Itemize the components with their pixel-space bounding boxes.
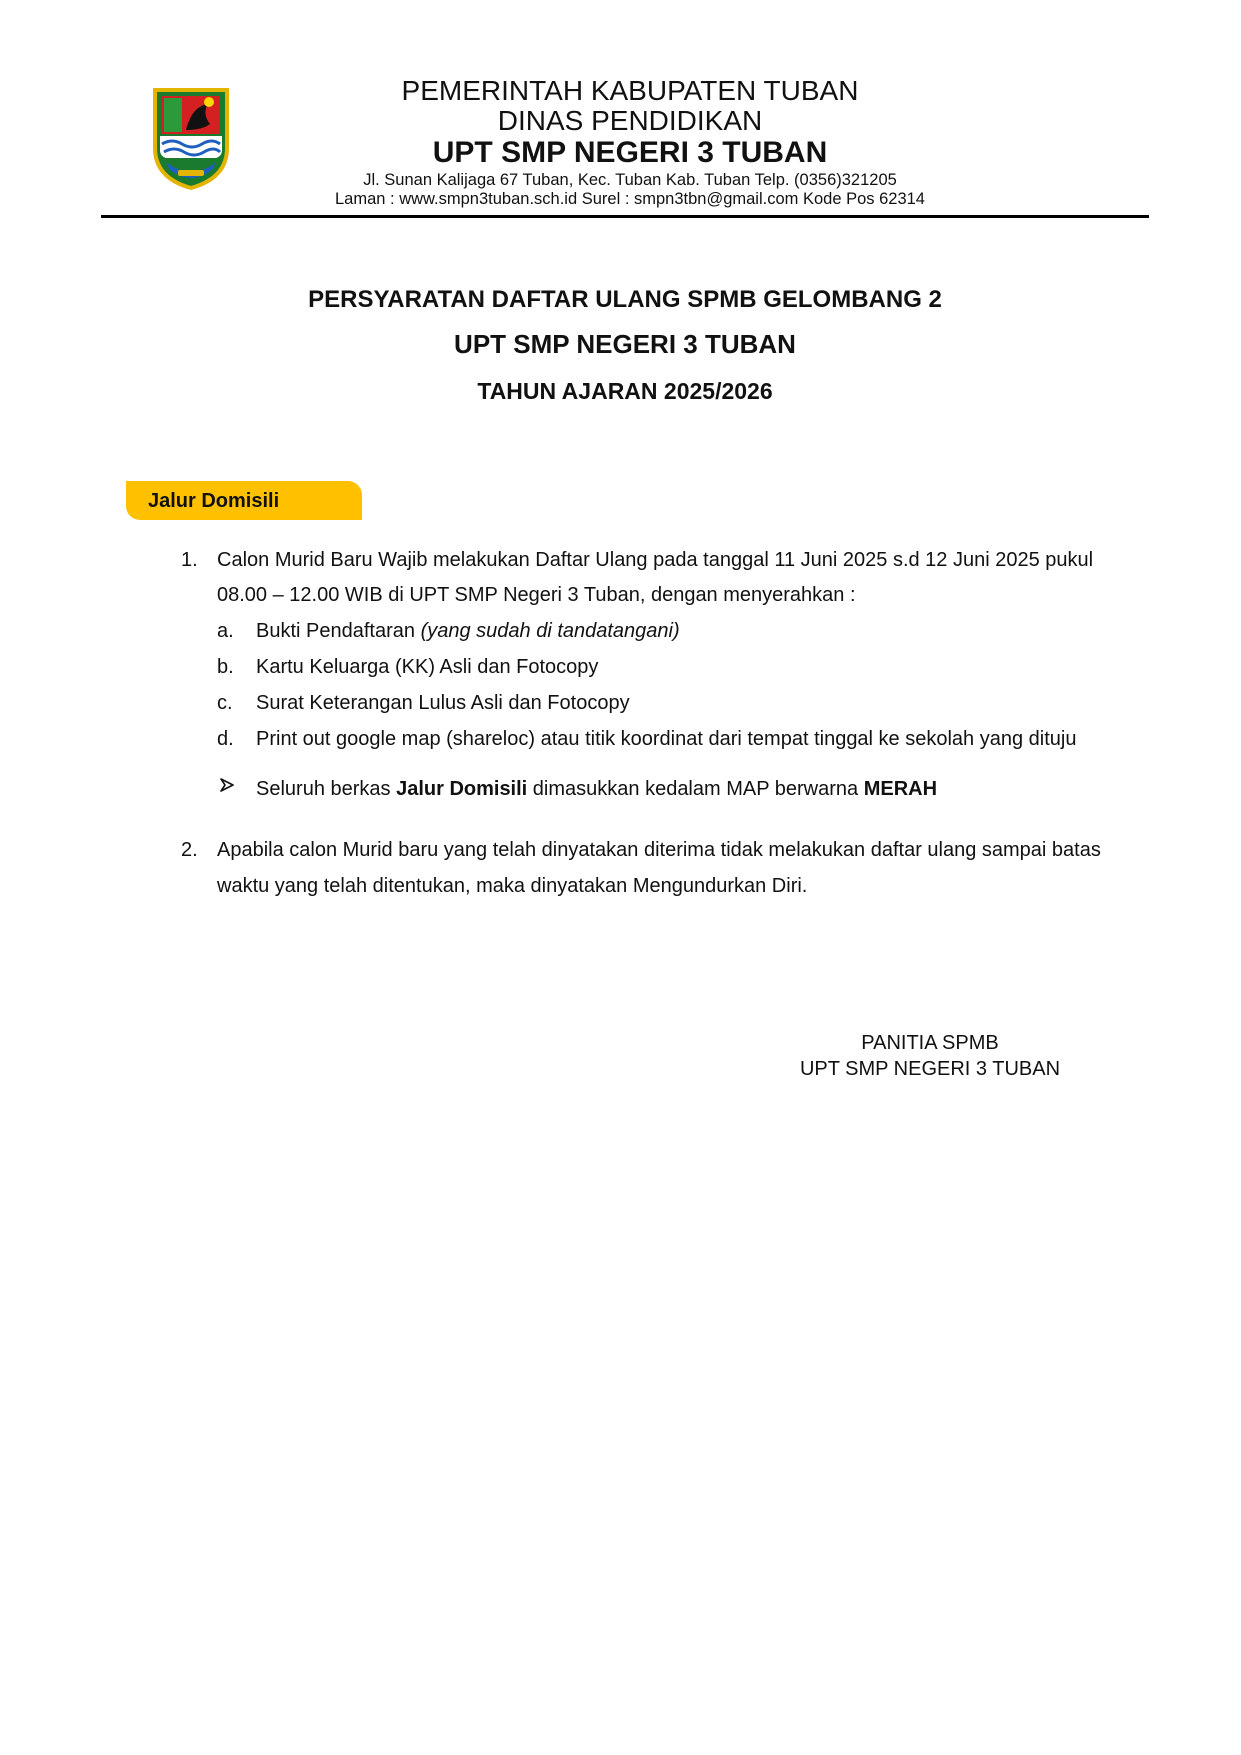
document-subtitle-school: UPT SMP NEGERI 3 TUBAN	[454, 329, 796, 359]
item-number: 2.	[181, 839, 198, 861]
signature-committee: PANITIA SPMB	[861, 1032, 999, 1054]
tuban-regency-emblem-icon	[152, 86, 230, 190]
subitem-letter: b.	[217, 656, 234, 678]
letterhead-divider	[101, 215, 1149, 218]
letterhead-department: DINAS PENDIDIKAN	[497, 105, 763, 136]
letterhead-address: Jl. Sunan Kalijaga 67 Tuban, Kec. Tuban Kab. Tuban Telp. (0356)321205	[363, 171, 897, 189]
item-text-line: waktu yang telah ditentukan, maka dinyatakan Mengundurkan Diri.	[217, 875, 808, 897]
item-text-line: Apabila calon Murid baru yang telah dinyatakan diterima tidak melakukan daftar ulang sampai batas	[217, 839, 1101, 861]
section-tab	[126, 481, 362, 520]
folder-instruction: Seluruh berkas Jalur Domisili dimasukkan kedalam MAP berwarna MERAH	[256, 778, 938, 800]
arrow-bullet-icon	[220, 778, 234, 795]
section-label: Jalur Domisili	[148, 490, 280, 512]
subitem-note: (yang sudah di tandatangani)	[420, 620, 680, 642]
document-subtitle-year: TAHUN AJARAN 2025/2026	[477, 378, 773, 404]
subitem-letter: d.	[217, 728, 234, 750]
letterhead-contact: Laman : www.smpn3tuban.sch.id Surel : smpn3tbn@gmail.com Kode Pos 62314	[335, 190, 925, 208]
subitem-letter: a.	[217, 620, 234, 642]
document-title: PERSYARATAN DAFTAR ULANG SPMB GELOMBANG 2	[308, 286, 942, 313]
subitem-text: Bukti Pendaftaran (yang sudah di tandatangani)	[256, 620, 680, 642]
subitem-text: Surat Keterangan Lulus Asli dan Fotocopy	[256, 692, 630, 714]
item-text-line: 08.00 – 12.00 WIB di UPT SMP Negeri 3 Tuban, dengan menyerahkan :	[217, 584, 856, 606]
subitem-letter: c.	[217, 692, 233, 714]
subitem-text: Print out google map (shareloc) atau titik koordinat dari tempat tinggal ke sekolah yang dituju	[256, 728, 1077, 750]
letterhead-government: PEMERINTAH KABUPATEN TUBAN	[401, 75, 859, 106]
item-text-line: Calon Murid Baru Wajib melakukan Daftar Ulang pada tanggal 11 Juni 2025 s.d 12 Juni 2025 pukul	[217, 549, 1094, 571]
item-number: 1.	[181, 549, 198, 571]
letterhead-school-name: UPT SMP NEGERI 3 TUBAN	[432, 136, 828, 169]
subitem-text: Kartu Keluarga (KK) Asli dan Fotocopy	[256, 656, 599, 678]
signature-school: UPT SMP NEGERI 3 TUBAN	[799, 1058, 1061, 1080]
